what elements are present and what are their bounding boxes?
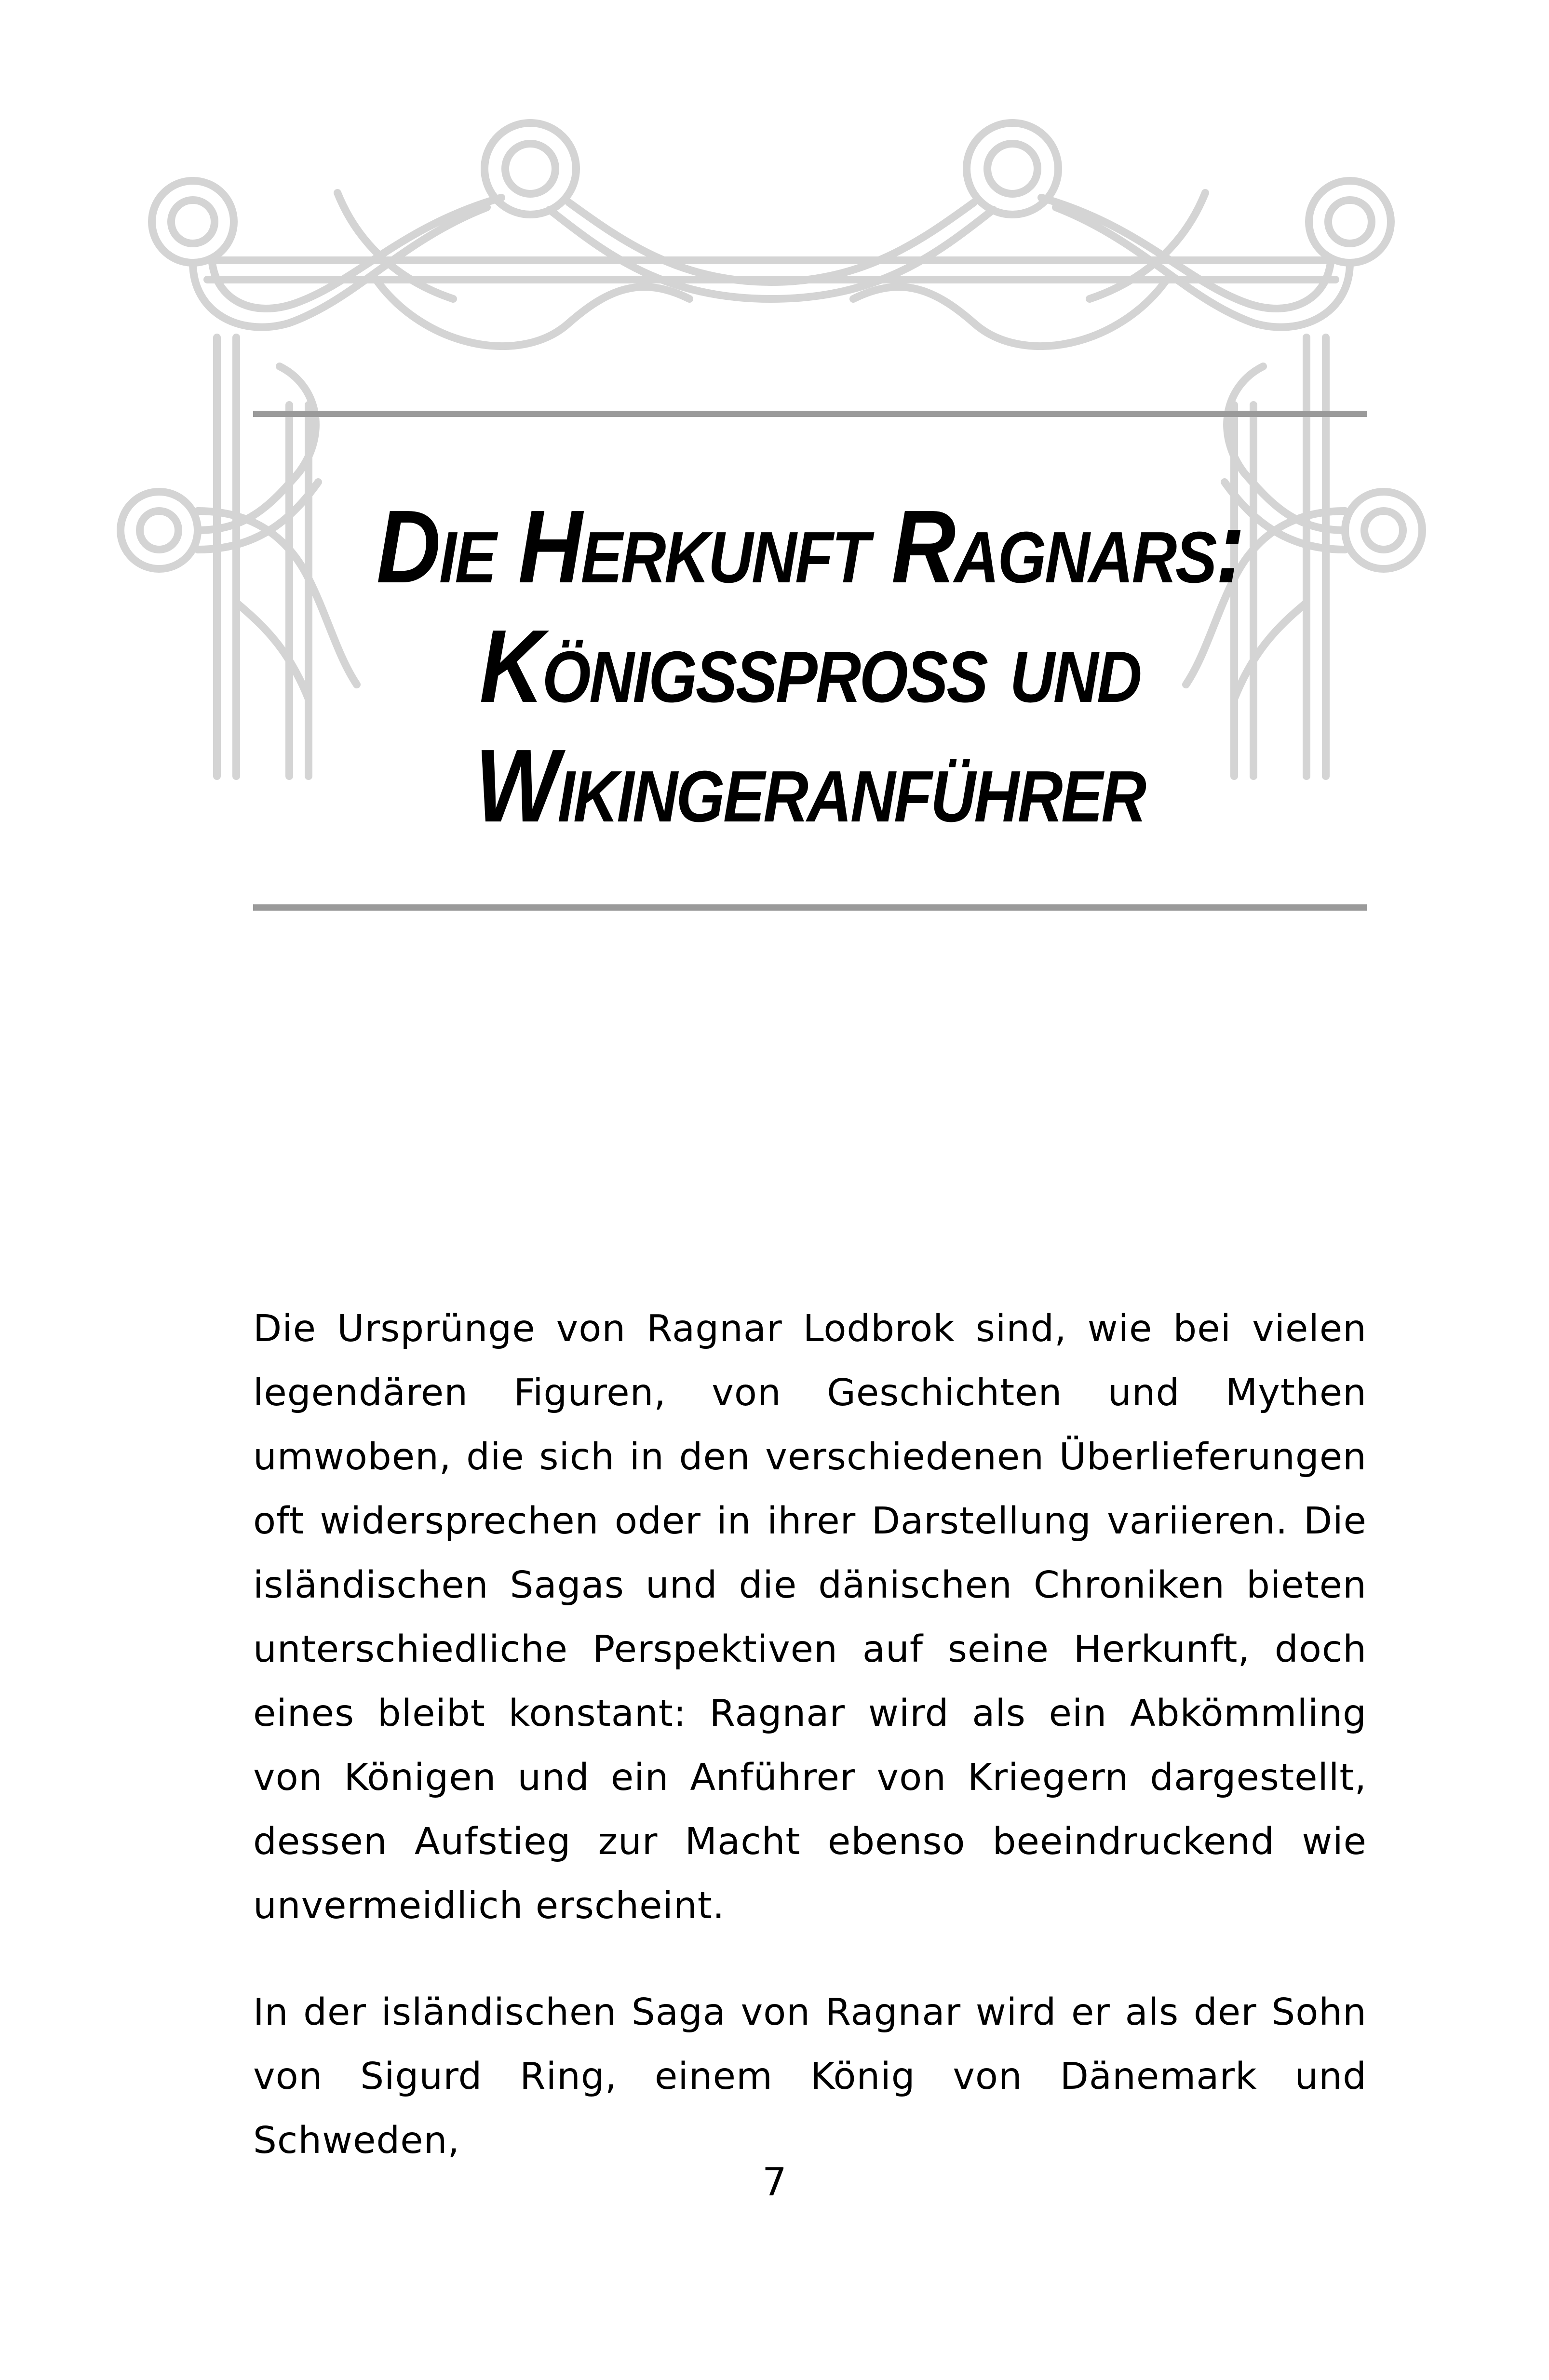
chapter-title-line-3: Wikingeranführer [475,727,1145,844]
chapter-title [250,487,1370,846]
title-rule-top [253,411,1367,417]
chapter-title-line-2: Königsspross und [479,608,1141,724]
title-rule-bottom [253,904,1367,911]
chapter-title-line-1: Die Herkunft Ragnars: [376,488,1244,605]
paragraph: Die Ursprünge von Ragnar Lodbrok sind, wie bei vielen legendären Figuren, von Geschichten und Mythen umwoben, die sich in den verschiedenen Überlieferungen oft widersprechen oder in ihrer Darstellung variieren. Die isländischen Sagas und die dänischen Chroniken bieten unterschiedliche Perspektiven auf seine Herkunft, doch eines bleibt konstant: Ragnar wird als ein Abkömmling von Königen und ein Anführer von Kriegern dargestellt, dessen Aufstieg zur Macht ebenso beeindruckend wie unvermeidlich erscheint. [253,1307,1367,1927]
chapter-body [253,1297,1367,2215]
page-number: 7 [762,2160,787,2205]
paragraph: In der isländischen Saga von Ragnar wird er als der Sohn von Sigurd Ring, einem König von Dänemark und Schweden, [253,1991,1367,2162]
